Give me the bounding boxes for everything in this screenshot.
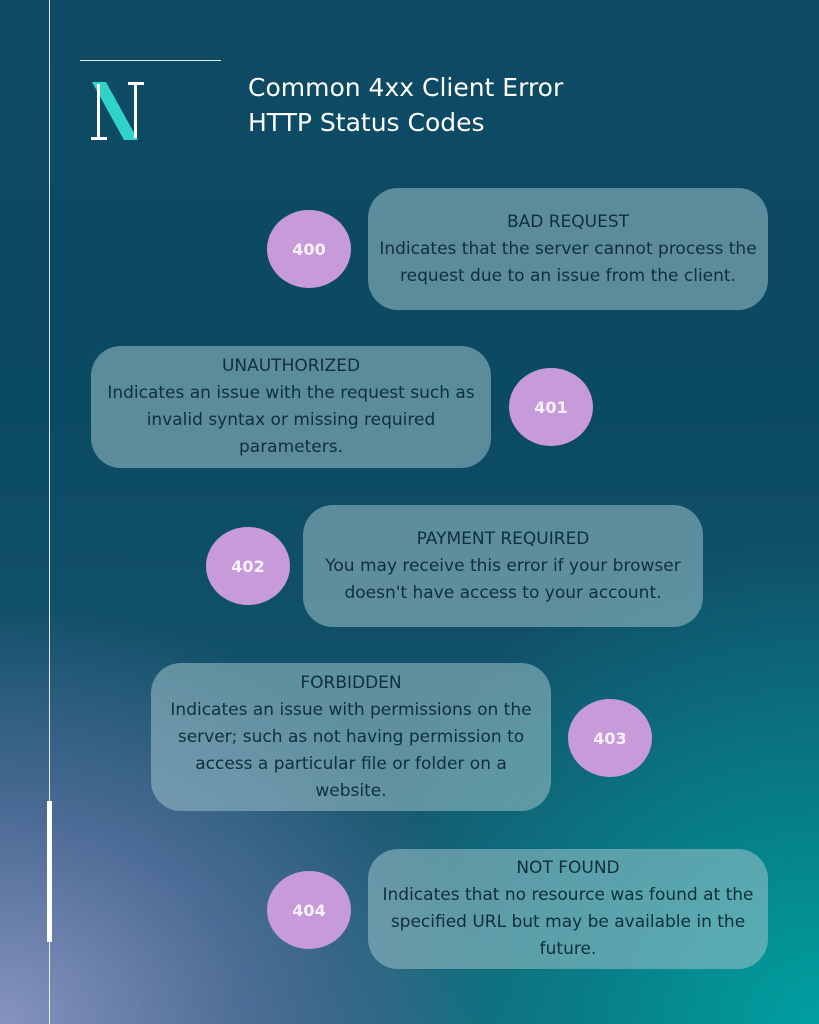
status-card-402 bbox=[303, 505, 703, 627]
status-description: Indicates that the server cannot process the request due to an issue from the client. bbox=[379, 238, 757, 286]
status-name: FORBIDDEN bbox=[300, 672, 402, 693]
status-name: UNAUTHORIZED bbox=[221, 356, 361, 376]
status-card-400 bbox=[368, 188, 768, 310]
status-description: Indicates an issue with the request such as invalid syntax or missing required parameters. bbox=[107, 383, 475, 457]
status-description: Indicates an issue with permissions on the server; such as not having permission to access a particular file or folder on a website. bbox=[170, 699, 532, 801]
status-card-404 bbox=[368, 849, 768, 969]
status-card-401 bbox=[91, 346, 491, 468]
page-title bbox=[248, 70, 563, 140]
brand-logo bbox=[90, 80, 146, 142]
header-rule bbox=[80, 60, 221, 61]
page-title-line-2: HTTP Status Codes bbox=[248, 108, 485, 137]
status-description: You may receive this error if your browser doesn't have access to your account. bbox=[325, 555, 681, 603]
status-badge-402: 402 bbox=[206, 527, 290, 605]
status-badge-403: 403 bbox=[568, 699, 652, 777]
status-badge-401: 401 bbox=[509, 368, 593, 446]
vertical-accent-bar bbox=[47, 801, 52, 942]
status-badge-400: 400 bbox=[267, 210, 351, 288]
page-title-line-1: Common 4xx Client Error bbox=[248, 73, 564, 102]
status-description: Indicates that no resource was found at the specified URL but may be available in the future. bbox=[382, 885, 754, 959]
logo-left-stem bbox=[97, 84, 100, 140]
logo-right-stem bbox=[134, 82, 137, 138]
status-badge-404: 404 bbox=[267, 871, 351, 949]
logo-left-serif bbox=[91, 137, 107, 140]
status-name: BAD REQUEST bbox=[506, 211, 630, 232]
status-name: NOT FOUND bbox=[516, 858, 620, 878]
status-name: PAYMENT REQUIRED bbox=[416, 528, 590, 549]
logo-right-serif bbox=[128, 82, 144, 85]
status-card-403 bbox=[151, 663, 551, 811]
